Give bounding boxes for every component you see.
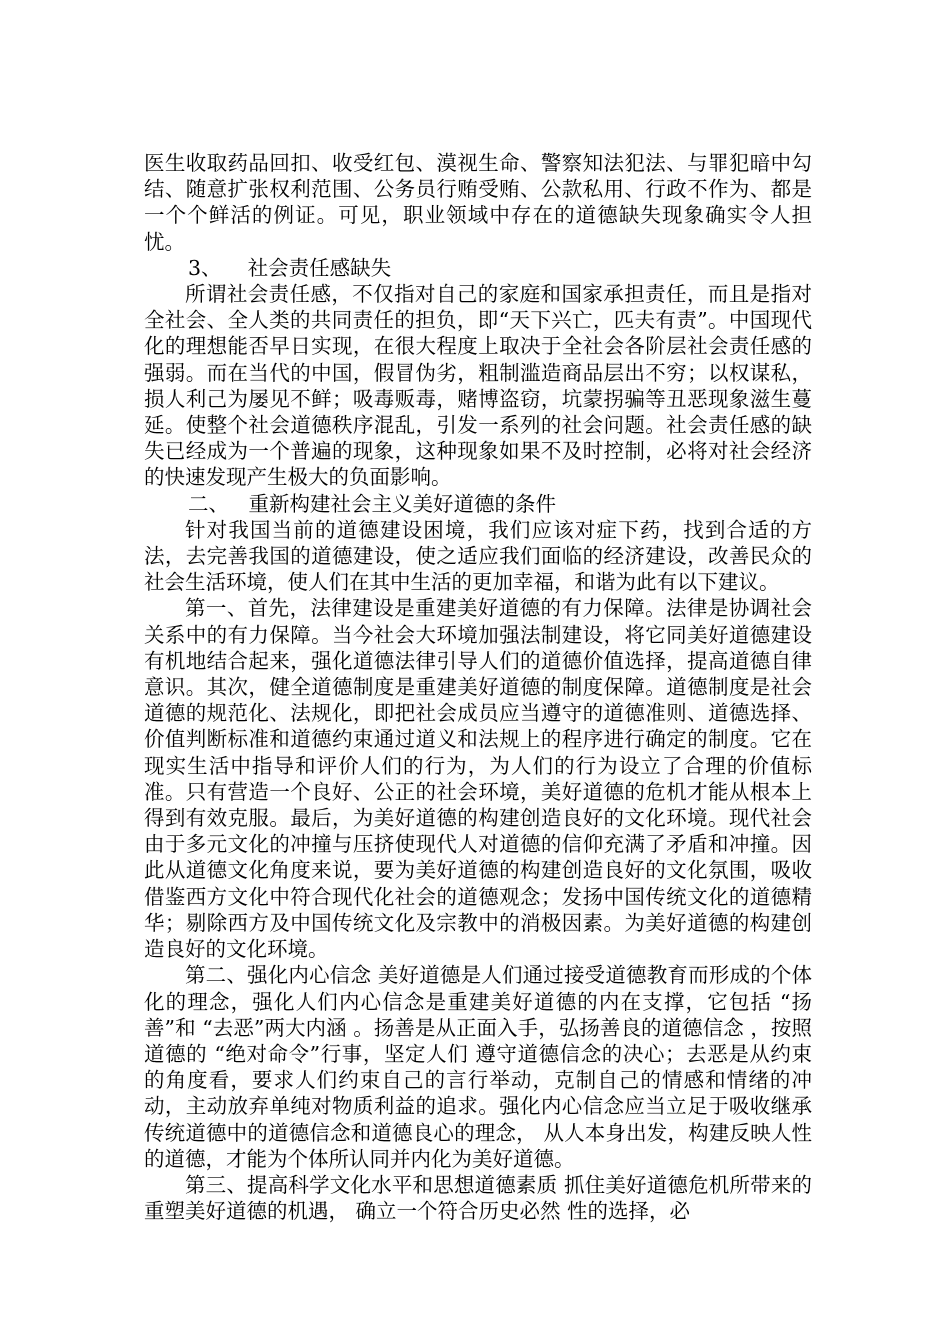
section-heading-3: 3、 社会责任感缺失 [188,255,392,280]
paragraph-social-responsibility: 所谓社会责任感，不仅指对自己的家庭和国家承担责任，而且是指对全社会、全人类的共同责任的担负，即“天下兴亡，匹夫有责”。中国现代化的理想能否早日实现，在很大程度上取决于全社会各阶层社会责任感的强弱。而在当代的中国，假冒伪劣，粗制滥造商品层出不穷；以权谋私，损人利己为屡见不鲜；吸毒贩毒，赌博盗窃，坑蒙拐骗等丑恶现象滋生蔓延。使整个社会道德秩序混乱，引发一系列的社会问题。社会责任感的缺失已经成为一个普遍的现象，这种现象如果不及时控制，必将对社会经济的快速发现产生极大的负面影响。 [144,282,812,490]
paragraph-first-legal: 第一、首先，法律建设是重建美好道德的有力保障。法律是协调社会关系中的有力保障。当今社会大环境加强法制建设，将它同美好道德建设有机地结合起来，强化道德法律引导人们的道德价值选择，提高道德自律意识。其次，健全道德制度是重建美好道德的制度保障。道德制度是社会道德的规范化、法规化，即把社会成员应当遵守的道德准则、道德选择、价值判断标准和道德约束通过道义和法规上的程序进行确定的制度。它在现实生活中指导和评价人们的行为，为人们的行为设立了合理的价值标准。只有营造一个良好、公正的社会环境，美好道德的危机才能从根本上得到有效克服。最后，为美好道德的构建创造良好的文化环境。现代社会由于多元文化的冲撞与压挤使现代人对道德的信仰充满了矛盾和冲撞。因此从道德文化角度来说，要为美好道德的构建创造良好的文化氛围，吸收借鉴西方文化中符合现代化社会的道德观念；发扬中国传统文化的道德精华；剔除西方及中国传统文化及宗教中的消极因素。为美好道德的构建创造良好的文化环境。 [144,596,812,962]
section-heading-2: 二、 重新构建社会主义美好道德的条件 [188,491,557,516]
paragraph-intro-suggestions: 针对我国当前的道德建设困境，我们应该对症下药，找到合适的方法，去完善我国的道德建设，使之适应我们面临的经济建设，改善民众的社会生活环境，使人们在其中生活的更加幸福，和谐为此有以下建议。 [144,517,812,595]
paragraph-third-culture: 第三、提高科学文化水平和思想道德素质 抓住美好道德危机所带来的重塑美好道德的机遇， 确立一个符合历史必然 性的选择，必 [144,1172,812,1224]
paragraph-continuation: 医生收取药品回扣、收受红包、漠视生命、警察知法犯法、与罪犯暗中勾结、随意扩张权利范围、公务员行贿受贿、公款私用、行政不作为、都是一个个鲜活的例证。可见，职业领域中存在的道德缺失现象确实令人担忧。 [144,151,812,254]
paragraph-second-belief: 第二、强化内心信念 美好道德是人们通过接受道德教育而形成的个体化的理念，强化人们内心信念是重建美好道德的内在支撑，它包括 “扬善”和 “去恶”两大内涵 。扬善是从正面入手，弘扬善良的道德信念 ，按照道德的 “绝对命令”行事，坚定人们 遵守道德信念的决心；去恶是从约束的角度看，要求人们约束自己的言行举动，克制自己的情感和情绪的冲动，主动放弃单纯对物质利益的追求。强化内心信念应当立足于吸收继承传统道德中的道德信念和道德良心的理念， 从人本身出发，构建反映人性的道德，才能为个体所认同并内化为美好道德。 [144,963,812,1171]
document-body [144,150,812,1224]
